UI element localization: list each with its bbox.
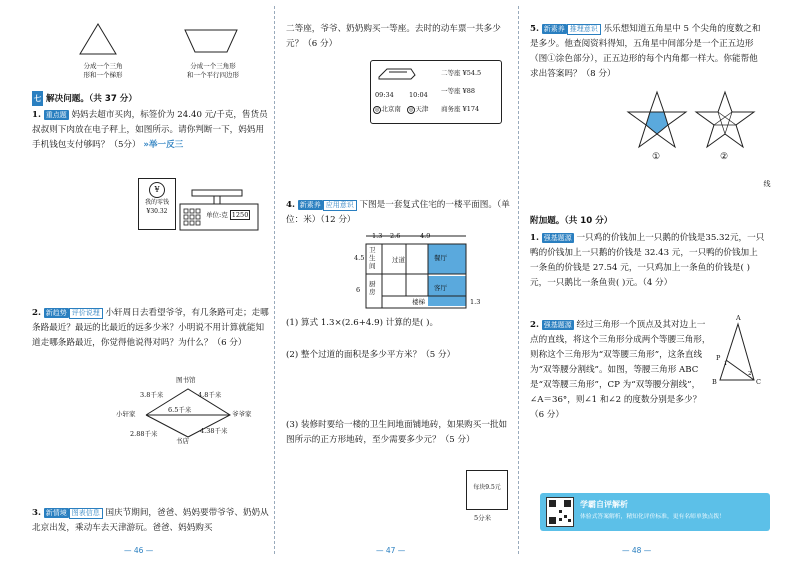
page-number: — 46 — bbox=[124, 546, 154, 555]
column-page-48 bbox=[526, 0, 774, 566]
question-text: 乐乐想知道五角星中 5 个尖角的度数之和是多少。他查阅资料得知，五角星中间部分是一个正五边形（图①涂色部分），正五边形的每个内角都一样大。你能帮他求出答案吗？（8 分） bbox=[530, 24, 761, 79]
triangle-abc bbox=[714, 318, 764, 386]
vertex-label: A bbox=[736, 314, 741, 322]
question-text: 妈妈去超市买肉，标签价为 24.40 元/千克，售货员叔叔则下肉放在电子秤上，如图所示。请你判断一下，妈妈用手机钱包支付够吗？（5分） bbox=[32, 110, 268, 150]
question-number: 1. bbox=[530, 233, 539, 243]
question-tag: 评价说理 bbox=[69, 308, 103, 319]
arrival-station: ◎ 天津 bbox=[409, 105, 429, 113]
section-title: 解决问题。（共 37 分） bbox=[46, 94, 137, 104]
floor-plan bbox=[342, 232, 472, 314]
banner-title: 学霸自评解析 bbox=[580, 500, 628, 509]
page-number: — 48 — bbox=[622, 546, 652, 555]
station-icon: ◎ bbox=[375, 107, 380, 113]
question-text: 下图是一套复式住宅的一楼平面图。（单位：米）（12 分） bbox=[286, 200, 510, 225]
vertex-label: C bbox=[756, 378, 761, 386]
map-library: 图书馆 bbox=[176, 376, 196, 384]
question-text: 经过三角形一个顶点及其对边上一点的直线，将这个三角形分成两个等腰三角形，则称这个三角形为“双等腰三角形”，这条直线为“双等腰分割线”。如图，等腰三角形 ABC 是“双等腰三角形”，CP 为“双等腰分割线”，∠A＝36°，则∠1 和∠2 的度数分别是多少？（6 分） bbox=[530, 320, 711, 420]
map-distance: 4.38千米 bbox=[200, 427, 228, 435]
map-bookstore: 书店 bbox=[176, 437, 189, 445]
self-assessment-banner[interactable] bbox=[540, 493, 770, 531]
question-number: 1. bbox=[32, 110, 41, 120]
question-3 bbox=[32, 506, 270, 536]
question-text: 一只鸡的价钱加上一只鹅的价钱是35.32元，一只鸭的价钱加上一只鹅的价钱是 32.43 元，一只鸭的价钱加上一条鱼的价钱是 27.54 元，一只鸡加上一条鱼的价钱是( )元，一只鹅比一条鱼贵( )元。（4 分） bbox=[530, 233, 765, 288]
map-distance: 4.8千米 bbox=[198, 391, 222, 399]
column-page-47 bbox=[282, 0, 512, 566]
tile-price: 每块9.5元 bbox=[473, 484, 501, 491]
shape-caption: 分成一个三角 形和一个梯形 bbox=[83, 62, 123, 79]
qr-code-icon[interactable] bbox=[546, 497, 574, 527]
star-figure-1 bbox=[626, 90, 688, 150]
question-4-2: (2) 整个过道的面积是多少平方米？（5 分） bbox=[286, 350, 456, 360]
plan-dimension: 2.6 bbox=[390, 232, 401, 240]
map-distance: 3.8千米 bbox=[140, 391, 164, 399]
tile-size: 5分米 bbox=[474, 514, 492, 522]
question-tag: 新素养 bbox=[543, 25, 565, 33]
binding-edge-label: 线 bbox=[763, 180, 771, 187]
question-4-1: (1) 算式 1.3×(2.6+4.9) 计算的是( )。 bbox=[286, 318, 439, 328]
question-tag: 新素养 bbox=[299, 201, 321, 209]
room-living: 客厅 bbox=[434, 284, 447, 292]
extra-question-2 bbox=[530, 318, 712, 423]
tile-figure bbox=[466, 470, 508, 510]
question-tag: 新趋势 bbox=[45, 309, 67, 317]
question-tag: 重点题 bbox=[45, 111, 67, 119]
question-tag: 新情境 bbox=[45, 509, 67, 517]
seat-row: 二等座 ¥54.5 bbox=[441, 69, 482, 77]
wallet-card bbox=[138, 178, 176, 230]
plan-dimension: 4.5 bbox=[354, 254, 365, 262]
question-2 bbox=[32, 306, 270, 351]
plan-dimension: 1.3 bbox=[372, 232, 383, 240]
star-figure-2 bbox=[694, 90, 756, 150]
question-tag: 推理意识 bbox=[567, 24, 601, 35]
train-icon bbox=[377, 65, 417, 83]
map-distance: 6.5千米 bbox=[168, 406, 192, 414]
page-number: — 47 — bbox=[376, 546, 406, 555]
section-number: 七 bbox=[32, 91, 43, 106]
map-distance: 2.88千米 bbox=[130, 430, 158, 438]
question-1 bbox=[32, 108, 270, 153]
column-page-46 bbox=[28, 0, 270, 566]
column-divider bbox=[274, 6, 275, 554]
question-4 bbox=[286, 198, 510, 228]
question-3-continued: 二等座，爷爷、奶奶购买一等座。去时的动车票一共多少元？（6 分） bbox=[286, 24, 501, 49]
section-heading bbox=[32, 91, 137, 107]
extra-section-title: 附加题。（共 10 分） bbox=[530, 216, 613, 226]
question-tag: 应用意识 bbox=[323, 200, 357, 211]
question-text: 小轩周日去看望爷爷，有几条路可走；走哪条路最近？最远的比最近的远多少米？小明说不用计算就能知道走哪条路最近，你觉得他说得对吗？为什么？（6 分） bbox=[32, 308, 269, 348]
question-text: 国庆节期间，爸爸、妈妈要带爷爷、奶奶从北京出发，乘动车去天津游玩。爸爸、妈妈购买 bbox=[32, 508, 269, 533]
angle-label: 2 bbox=[748, 371, 752, 377]
shape-caption: 分成一个三角形 和一个平行四边形 bbox=[187, 62, 239, 79]
scale-value: 1250 bbox=[231, 211, 249, 219]
arrival-time: 10:04 bbox=[409, 91, 428, 99]
star-label: ① bbox=[652, 152, 661, 162]
trapezoid-figure bbox=[183, 28, 239, 54]
question-number: 2. bbox=[530, 320, 539, 330]
vertex-label: P bbox=[716, 354, 721, 362]
banner-text: 体验式答案解析，精知化评价标准，更有名师单独点拨！ bbox=[580, 514, 725, 520]
question-tag: 图表信息 bbox=[69, 508, 103, 519]
departure-station: ◎ 北京南 bbox=[375, 105, 401, 113]
seat-row: 一等座 ¥88 bbox=[441, 87, 475, 95]
plan-dimension: 1.3 bbox=[470, 298, 481, 306]
room-bathroom: 卫生间 bbox=[369, 246, 376, 270]
room-kitchen: 厨房 bbox=[369, 280, 376, 296]
question-5 bbox=[530, 22, 762, 82]
extra-question-1 bbox=[530, 231, 766, 291]
wallet-amount: ¥30.32 bbox=[146, 208, 168, 215]
question-4-3: (3) 装修时要给一楼的卫生间地面铺地砖，如果购买一批如图所示的正方形地砖，至少需要多少元？（5 分） bbox=[286, 420, 508, 445]
angle-label: 1 bbox=[724, 361, 728, 367]
column-divider bbox=[518, 6, 519, 554]
vertex-label: B bbox=[712, 378, 717, 386]
departure-time: 09:34 bbox=[375, 91, 394, 99]
station-icon: ◎ bbox=[409, 107, 414, 113]
link-icon: » bbox=[143, 140, 149, 150]
question-number: 5. bbox=[530, 24, 539, 34]
scale-unit: 单位:克 bbox=[206, 211, 228, 219]
question-number: 4. bbox=[286, 200, 295, 210]
star-label: ② bbox=[720, 152, 729, 162]
question-number: 3. bbox=[32, 508, 41, 518]
seat-row: 商务座 ¥174 bbox=[441, 105, 480, 113]
map-home: 小轩家 bbox=[116, 410, 136, 418]
wallet-label: 我的零钱 bbox=[144, 199, 169, 206]
question-tag: 强基题源 bbox=[543, 321, 572, 329]
room-stairs: 楼梯 bbox=[412, 298, 425, 306]
question-number: 2. bbox=[32, 308, 41, 318]
train-ticket bbox=[370, 60, 502, 124]
practice-link[interactable]: 举一反三 bbox=[148, 140, 184, 150]
plan-dimension: 6 bbox=[356, 286, 361, 294]
triangle-figure bbox=[78, 22, 118, 56]
room-hallway: 过道 bbox=[392, 256, 405, 264]
plan-dimension: 4.9 bbox=[420, 232, 431, 240]
scale-display bbox=[206, 210, 250, 220]
question-tag: 强基题源 bbox=[543, 234, 572, 242]
map-grandpa: 爷爷家 bbox=[232, 410, 252, 418]
room-dining: 餐厅 bbox=[434, 254, 447, 262]
yuan-icon: ¥ bbox=[149, 182, 165, 198]
